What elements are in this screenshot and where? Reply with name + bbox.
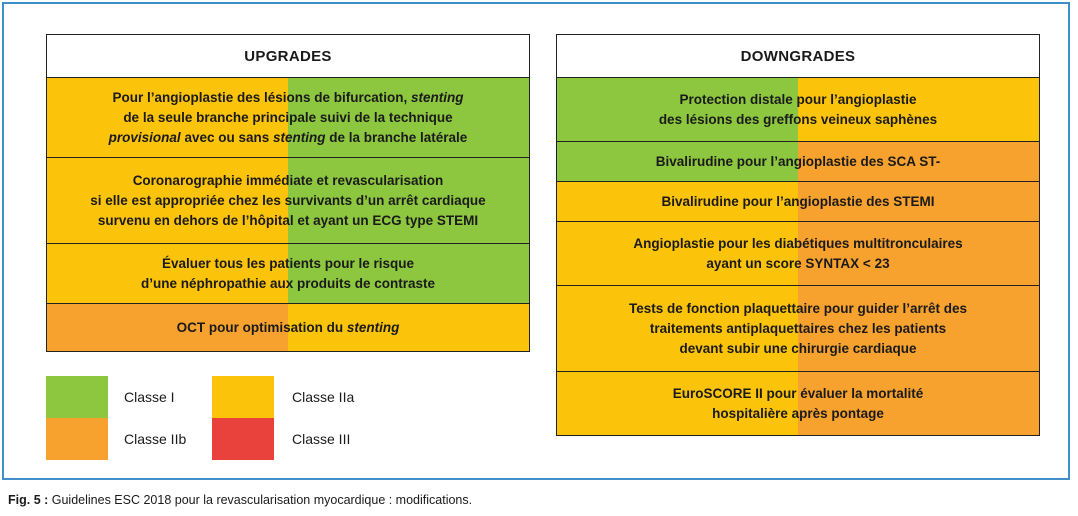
- row-text-segment: Protection distale pour l’angioplastie: [679, 91, 917, 107]
- row-text-segment: ayant un score SYNTAX < 23: [706, 255, 890, 271]
- row-text-segment: devant subir une chirurgie cardiaque: [679, 340, 917, 356]
- row-text-segment: stenting: [346, 319, 400, 335]
- downgrades-table: [556, 34, 1040, 436]
- row-text-segment: Bivalirudine pour l’angioplastie des SCA ST-: [655, 153, 941, 169]
- row-line: [629, 339, 967, 359]
- downgrades-row: [557, 372, 1039, 435]
- row-text-segment: provisional: [108, 129, 181, 145]
- row-line: [659, 90, 937, 110]
- row-text-segment: stenting: [273, 129, 326, 145]
- row-line: [177, 318, 400, 338]
- upgrades-row: [47, 158, 529, 244]
- figure-frame: [2, 2, 1070, 480]
- legend-swatch-classe-iib: [46, 418, 108, 460]
- row-text-segment: Tests de fonction plaquettaire pour guider l’arrêt des: [628, 300, 968, 316]
- upgrades-header: UPGRADES: [47, 35, 529, 78]
- downgrades-header: DOWNGRADES: [557, 35, 1039, 78]
- row-line: [656, 152, 941, 172]
- caption-text: Guidelines ESC 2018 pour la revascularisation myocardique : modifications.: [48, 493, 473, 507]
- row-line: [633, 234, 962, 254]
- legend-swatch-classe-iii: [212, 418, 274, 460]
- legend-label-classe-i: Classe I: [124, 389, 175, 405]
- row-text-segment: OCT pour optimisation du: [176, 319, 347, 335]
- downgrades-row: [557, 286, 1039, 372]
- downgrades-row-text: [650, 152, 947, 172]
- legend-label-classe-iii: Classe III: [292, 431, 351, 447]
- row-text-segment: Évaluer tous les patients pour le risque: [161, 255, 415, 271]
- upgrades-row: [47, 244, 529, 304]
- row-text-segment: si elle est appropriée chez les survivants d’un arrêt cardiaque: [90, 192, 486, 208]
- downgrades-row-text: [653, 90, 943, 130]
- upgrades-table: [46, 34, 530, 352]
- row-line: [661, 192, 934, 212]
- upgrades-row: [47, 78, 529, 158]
- downgrades-row: [557, 222, 1039, 286]
- row-text-segment: EuroSCORE II pour évaluer la mortalité: [672, 385, 924, 401]
- row-line: [673, 384, 924, 404]
- upgrades-row-text: [135, 254, 441, 294]
- row-text-segment: Pour l’angioplastie des lésions de bifurcation,: [112, 89, 412, 105]
- downgrades-row: [557, 182, 1039, 222]
- row-line: [90, 171, 485, 191]
- row-line: [659, 110, 937, 130]
- row-text-segment: Angioplastie pour les diabétiques multitronculaires: [633, 235, 963, 251]
- row-text-segment: des lésions des greffons veineux saphènes: [658, 111, 938, 127]
- row-text-segment: de la branche latérale: [325, 129, 468, 145]
- row-line: [90, 211, 485, 231]
- upgrades-row-text: [171, 318, 406, 338]
- downgrades-row-text: [623, 299, 973, 359]
- row-line: [141, 274, 435, 294]
- row-line: [109, 108, 468, 128]
- figure-caption: [8, 492, 472, 508]
- upgrades-row-text: [84, 171, 491, 231]
- row-line: [633, 254, 962, 274]
- row-text-segment: survenu en dehors de l’hôpital et ayant un ECG type STEMI: [97, 212, 479, 228]
- legend-label-classe-iia: Classe IIa: [292, 389, 355, 405]
- row-line: [629, 299, 967, 319]
- row-line: [141, 254, 435, 274]
- upgrades-row-text: [103, 88, 474, 148]
- row-text-segment: de la seule branche principale suivi de la technique: [123, 109, 453, 125]
- row-line: [109, 88, 468, 108]
- downgrades-row-text: [655, 192, 940, 212]
- row-line: [109, 128, 468, 148]
- row-text-segment: Coronarographie immédiate et revascularisation: [132, 172, 444, 188]
- upgrades-row: [47, 304, 529, 351]
- row-text-segment: Bivalirudine pour l’angioplastie des STEMI: [661, 193, 935, 209]
- legend-swatch-classe-i: [46, 376, 108, 418]
- downgrades-row: [557, 78, 1039, 142]
- row-line: [629, 319, 967, 339]
- row-text-segment: hospitalière après pontage: [712, 405, 884, 421]
- row-line: [673, 404, 924, 424]
- row-text-segment: d’une néphropathie aux produits de contraste: [140, 275, 436, 291]
- row-line: [90, 191, 485, 211]
- row-text-segment: traitements antiplaquettaires chez les patients: [649, 320, 947, 336]
- caption-label: Fig. 5 :: [8, 493, 49, 507]
- row-text-segment: avec ou sans: [180, 129, 273, 145]
- downgrades-row: [557, 142, 1039, 182]
- legend-label-classe-iib: Classe IIb: [124, 431, 187, 447]
- downgrades-row-text: [627, 234, 968, 274]
- downgrades-row-text: [667, 384, 930, 424]
- legend-swatch-classe-iia: [212, 376, 274, 418]
- row-text-segment: stenting: [411, 89, 464, 105]
